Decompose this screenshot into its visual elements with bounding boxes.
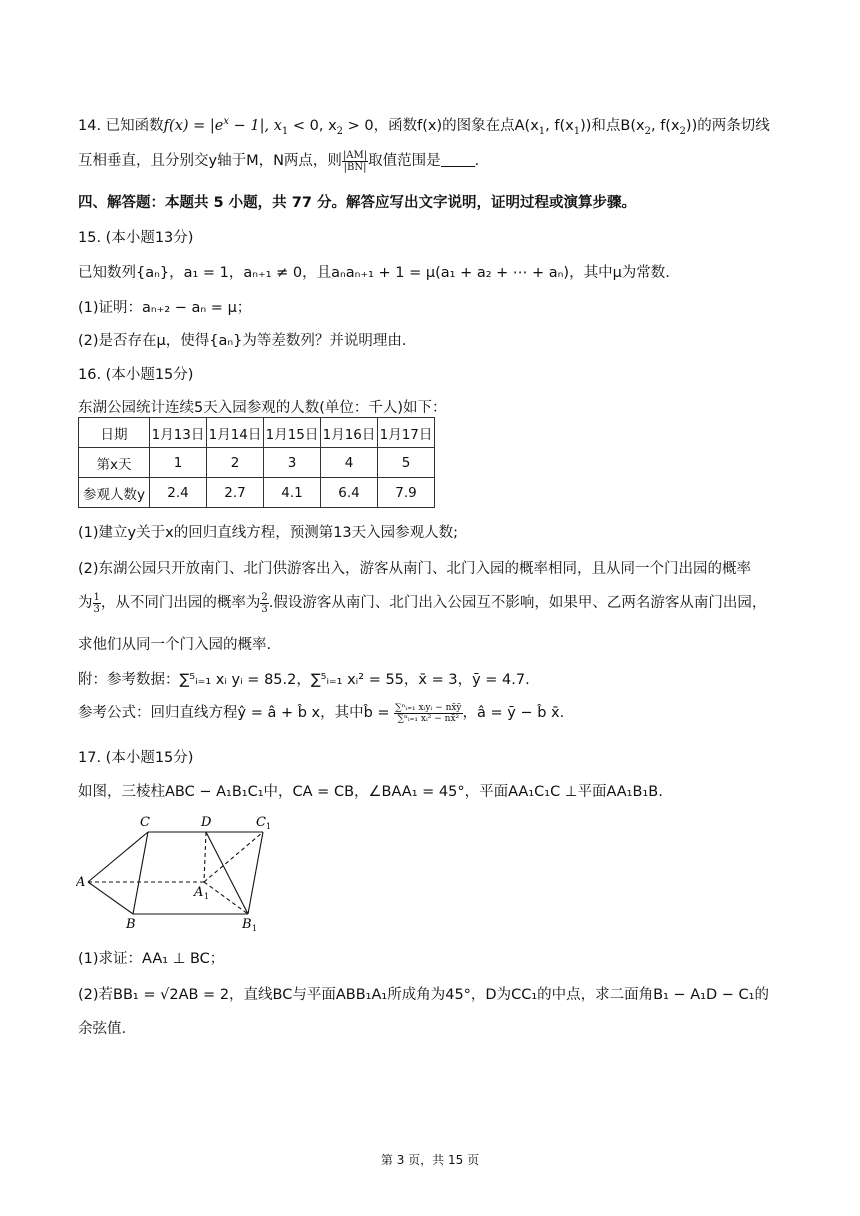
table-cell: 1 [150,448,207,478]
q17-part-2-line-1: (2)若BB₁ = √2AB = 2，直线BC与平面ABB₁A₁所成角为45°，D为CC₁的中点，求二面角B₁ − A₁D − C₁的 [78,987,769,1003]
table-cell: 参观人数y [79,478,150,508]
page-footer: 第 3 页，共 15 页 [380,1153,480,1167]
label-C1: C [256,815,266,830]
q15-part-2: (2)是否存在μ，使得{aₙ}为等差数列？并说明理由. [78,333,407,349]
q16-reference-data: 附：参考数据：∑⁵ᵢ₌₁ xᵢ yᵢ = 85.2，∑⁵ᵢ₌₁ xᵢ² = 55，x̄ = 3，ȳ = 4.7. [78,672,530,688]
label-A: A [76,875,86,890]
q14-line-1: 14. 已知函数$f(x) = |e^x - 1|$, $x_1 < 0$, $x_2 > 0$，函数f(x)的图象在点$A(x_1$, $f(x_1)$)和点$B(x_2$, $f(x_2)$)的两条切线 [78,116,770,137]
regression-fraction: $\frac{\text{∑ⁿᵢ₌₁ xᵢyᵢ − nx̄ȳ}}{\text{∑ⁿᵢ₌₁ xᵢ² − nx̄²}}$ [395,702,462,724]
table-cell: 1月13日 [150,418,207,448]
table-row [79,448,435,478]
q14-text-1: 14. 已知函数 [78,118,164,134]
q16-reference-formula: 参考公式：回归直线方程ŷ = â + b̂ x，其中b̂ = $\frac{\text{∑ⁿᵢ₌₁ xᵢyᵢ − nx̄ȳ}}{\text{∑ⁿᵢ₌₁ xᵢ² − nx̄²}}$ ，â = ȳ − b̂ x̄. [78,702,565,724]
ratio-fraction: $\frac{|AM|}{|BN|}$ [342,149,368,173]
q15-part-1: (1)证明：aₙ₊₂ − aₙ = μ； [78,300,252,316]
table-cell: 7.9 [378,478,435,508]
section-heading: 四、解答题：本题共 5 小题，共 77 分。解答应写出文字说明，证明过程或演算步骤。 [78,195,636,211]
q14-line-2: 互相垂直，且分别交y轴于M，N两点，则 $\frac{|AM|}{|BN|}$ 取值范围是 . [78,149,480,173]
table-cell: 6.4 [321,478,378,508]
table-cell: 4.1 [264,478,321,508]
visitor-table [78,417,435,508]
answer-blank[interactable] [441,152,475,167]
label-C1-sub: 1 [266,822,272,831]
q16-part-1: (1)建立y关于x的回归直线方程，预测第13天入园参观人数; [78,525,459,541]
q16-part-2-line-3: 求他们从同一个门入园的概率. [78,637,272,653]
label-D: D [201,815,212,830]
q17-stem: 如图，三棱柱ABC − A₁B₁C₁中，CA = CB，∠BAA₁ = 45°，平面AA₁C₁C ⊥平面AA₁B₁B. [78,784,663,800]
table-cell: 3 [264,448,321,478]
label-A1: A [194,885,204,900]
q16-intro: 东湖公园统计连续5天入园参观的人数(单位：千人)如下： [78,400,447,416]
label-C: C [140,815,150,830]
table-row [79,418,435,448]
label-B: B [126,917,136,932]
table-cell: 5 [378,448,435,478]
table-cell: 2.4 [150,478,207,508]
table-cell: 4 [321,448,378,478]
label-B1: B [242,917,252,932]
prism-figure [76,810,286,932]
label-B1-sub: 1 [252,924,258,932]
table-cell: 2 [207,448,264,478]
q17-part-1: (1)求证：AA₁ ⊥ BC； [78,951,225,967]
q16-part-2-line-2: 为 $\frac{1}{3}$ ，从不同门出园的概率为 $\frac{2}{3}$ .假设游客从南门、北门出入公园互不影响，如果甲、乙两名游客从南门出园， [78,591,767,615]
label-A1-sub: 1 [204,892,210,901]
table-cell: 1月16日 [321,418,378,448]
table-cell: 1月15日 [264,418,321,448]
q17-part-2-line-2: 余弦值. [78,1021,127,1037]
fraction-two-thirds: $\frac{2}{3}$ [261,591,268,615]
table-cell: 1月17日 [378,418,435,448]
q16-heading: 16. (本小题15分) [78,367,194,383]
table-cell: 2.7 [207,478,264,508]
table-cell: 1月14日 [207,418,264,448]
table-cell: 日期 [79,418,150,448]
q16-part-2-line-1: (2)东湖公园只开放南门、北门供游客出入，游客从南门、北门入园的概率相同，且从同一个门出园的概率 [78,561,752,577]
fraction-one-third: $\frac{1}{3}$ [93,591,100,615]
q15-stem: 已知数列{aₙ}，a₁ = 1，aₙ₊₁ ≠ 0，且aₙaₙ₊₁ + 1 = μ(a₁ + a₂ + ⋯ + aₙ)，其中μ为常数. [78,265,670,281]
table-row [79,478,435,508]
q17-heading: 17. (本小题15分) [78,750,194,766]
q15-heading: 15. (本小题13分) [78,230,194,246]
table-cell: 第x天 [79,448,150,478]
